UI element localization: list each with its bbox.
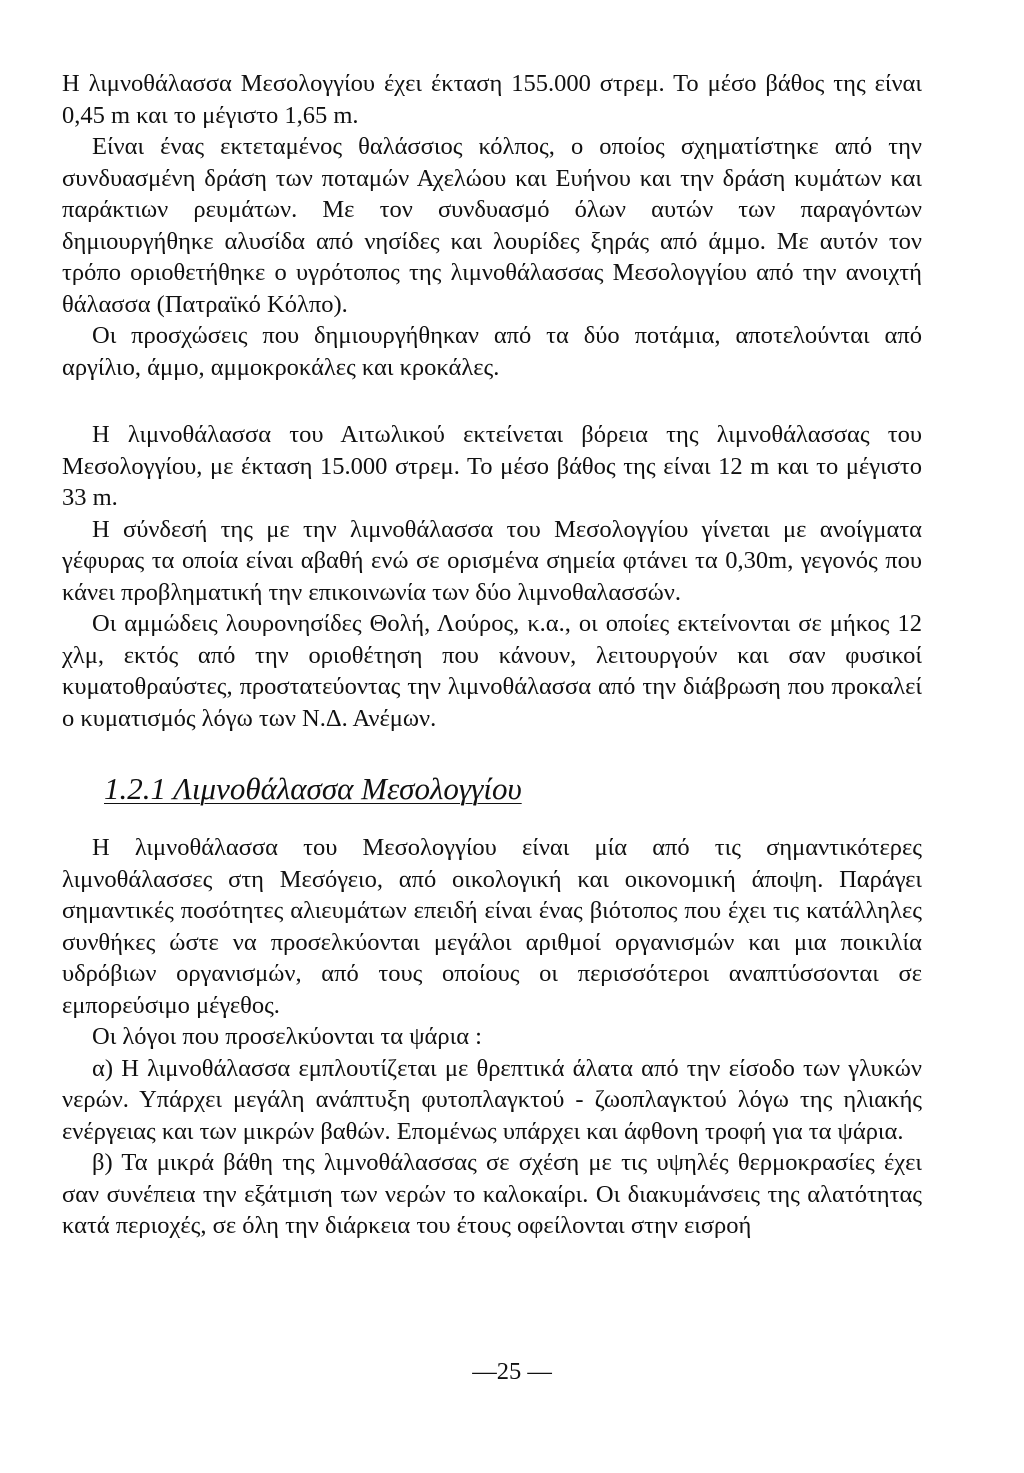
- paragraph-aitoliko-area: Η λιμνοθάλασσα του Αιτωλικού εκτείνεται βόρεια της λιμνοθάλασσας του Μεσολογγίου, με έκταση 15.000 στρεμ. Το μέσο βάθος της είναι 12 m και το μέγιστο 33 m.: [62, 421, 922, 511]
- paragraph-importance: Η λιμνοθάλασσα του Μεσολογγίου είναι μία από τις σημαντικότερες λιμνοθάλασσες στη Μεσόγειο, από οικολογική και οικονομική άποψη. Παράγει σημαντικές ποσότητες αλιευμάτων επειδή είναι ένας βιότοπος που έχει τις κατάλληλες συνθήκες ώστε να προσελκύονται μεγάλοι αριθμοί οργανισμών και μια ποικιλία υδρόβιων οργανισμών, από τους οποίους οι περισσότεροι αναπτύσσονται σε εμπορεύσιμο μέγεθος.: [62, 834, 922, 1019]
- paragraph-reasons-intro: Οι λόγοι που προσελκύονται τα ψάρια :: [92, 1023, 482, 1050]
- paragraph-reason-a: α) Η λιμνοθάλασσα εμπλουτίζεται με θρεπτικά άλατα από την είσοδο των γλυκών νερών. Υπάρχει μεγάλη ανάπτυξη φυτοπλαγκτού - ζωοπλαγκτού λόγω της ηλιακής ενέργειας και των μικρών βαθών. Επομένως υπάρχει και άφθονη τροφή για τα ψάρια.: [62, 1054, 922, 1145]
- page-number: —25 —: [472, 1358, 552, 1385]
- paragraph-sand-barriers: Οι αμμώδεις λουρονησίδες Θολή, Λούρος, κ.α., οι οποίες εκτείνονται σε μήκος 12 χλμ, εκτός από την οριοθέτηση που κάνουν, λειτουργούν και σαν φυσικοί κυματοθραύστες, προστατεύοντας την λιμνοθάλασσα από την διάβρωση που προκαλεί ο κυματισμός λόγω των Ν.Δ. Ανέμων.: [62, 610, 922, 732]
- paragraph-connection: Η σύνδεσή της με την λιμνοθάλασσα του Μεσολογγίου γίνεται με ανοίγματα γέφυρας τα οποία είναι αβαθή ενώ σε ορισμένα σημεία φτάνει τα 0,30m, γεγονός που κάνει προβληματική την επικοινωνία των δύο λιμνοθαλασσών.: [62, 515, 922, 606]
- paragraph-formation: Είναι ένας εκτεταμένος θαλάσσιος κόλπος, ο οποίος σχηματίστηκε από την συνδυασμένη δράση των ποταμών Αχελώου και Ευήνου και την δράση κυμάτων και παράκτιων ρευμάτων. Με τον συνδυασμό όλων αυτών των παραγόντων δημιουργήθηκε αλυσίδα από νησίδες και λουρίδες ξηράς από άμμο. Με αυτόν τον τρόπο οριοθετήθηκε ο υγρότοπος της λιμνοθάλασσας Μεσολογγίου από την ανοιχτή θάλασσα (Πατραϊκό Κόλπο).: [62, 133, 922, 318]
- section-heading: 1.2.1 Λιμνοθάλασσα Μεσολογγίου: [104, 771, 522, 806]
- section-lagoon-overview: [62, 68, 922, 383]
- section-mesolonghi-lagoon: [62, 832, 922, 1242]
- paragraph-reason-b: β) Τα μικρά βάθη της λιμνοθάλασσας σε σχέση με τις υψηλές θερμοκρασίες έχει σαν συνέπεια την εξάτμιση των νερών το καλοκαίρι. Οι διακυμάνσεις της αλατότητας κατά περιοχές, σε όλη την διάρκεια του έτους οφείλονται στην εισροή: [62, 1149, 922, 1239]
- section-aitoliko-lagoon: [62, 419, 922, 734]
- paragraph-area-depth: Η λιμνοθάλασσα Μεσολογγίου έχει έκταση 155.000 στρεμ. Το μέσο βάθος της είναι 0,45 m και το μέγιστο 1,65 m.: [62, 70, 922, 129]
- paragraph-sediments: Οι προσχώσεις που δημιουργήθηκαν από τα δύο ποτάμια, αποτελούνται από αργίλιο, άμμο, αμμοκροκάλες και κροκάλες.: [62, 322, 922, 381]
